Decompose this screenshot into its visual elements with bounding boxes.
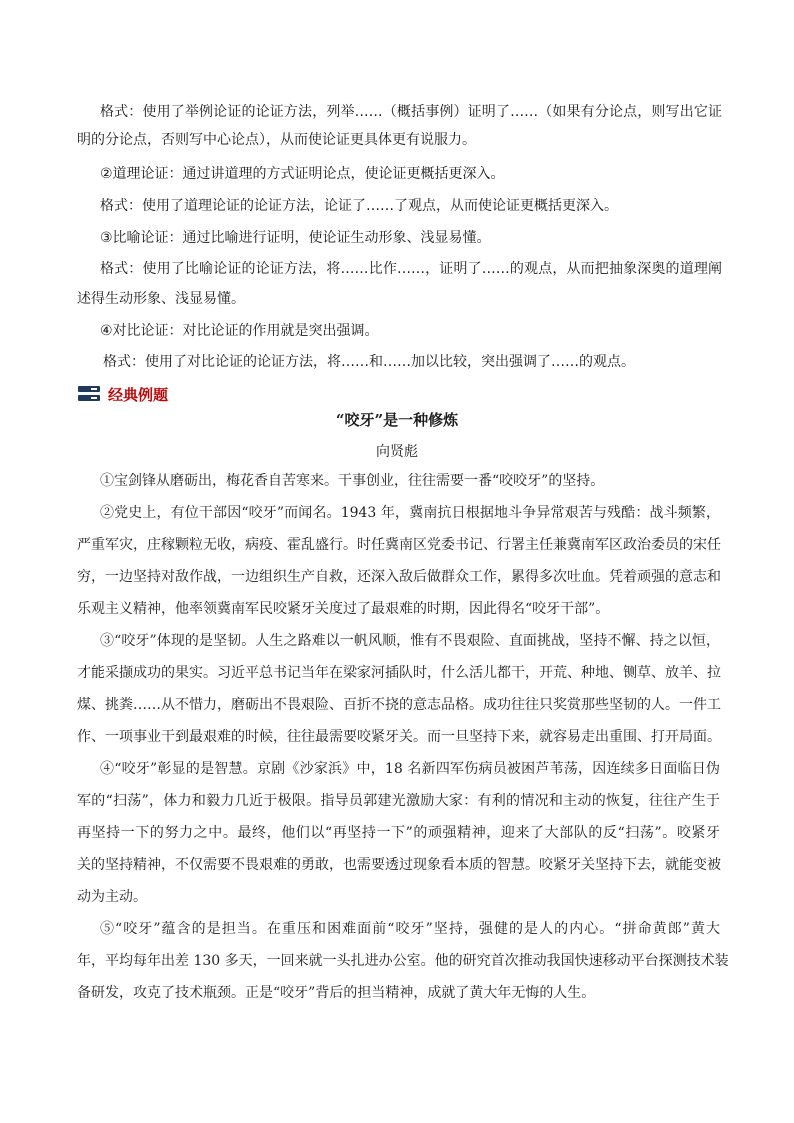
essay-line: 备研发，攻克了技术瓶颈。正是“咬牙”背后的担当精神，成就了黄大年无悔的人生。 (77, 985, 596, 1001)
method-line: 格式：使用了比喻论证的论证方法，将……比作……，证明了……的观点，从而把抽象深奥的道理阐 (100, 261, 722, 277)
essay-line: 穷，一边坚持对敌作战，一边组织生产自救，还深入敌后做群众工作，累得多次吐血。凭着顽强的意志和 (77, 569, 721, 585)
section-heading (78, 383, 168, 405)
method-line: 格式：使用了对比论证的论证方法，将……和……加以比较，突出强调了……的观点。 (103, 354, 635, 370)
essay-line: ②党史上，有位干部因“咬牙”而闻名。1943 年，冀南抗日根据地斗争异常艰苦与残酷：战斗频繁， (100, 505, 720, 521)
essay-line: 再坚持一下的努力之中。最终，他们以“再坚持一下”的顽强精神，迎来了大部队的反“扫荡”。咬紧牙 (77, 825, 720, 841)
essay-line: ①宝剑锋从磨砺出，梅花香自苦寒来。干事创业，往往需要一番“咬咬牙”的坚持。 (100, 473, 605, 489)
essay-line: 才能采撷成功的果实。习近平总书记当年在梁家河插队时，什么活儿都干，开荒、种地、铡草、放羊、拉 (77, 665, 721, 681)
essay-line: 乐观主义精神，他率领冀南军民咬紧牙关度过了最艰难的时期，因此得名“咬牙干部”。 (77, 601, 610, 617)
essay-line: 关的坚持精神，不仅需要不畏艰难的勇敢，也需要透过现象看本质的智慧。咬紧牙关坚持下去，就能变被 (77, 857, 721, 873)
method-line: 述得生动形象、浅显易懂。 (77, 291, 245, 307)
article-title: “咬牙”是一种修炼 (335, 411, 459, 429)
essay-line: 煤、挑粪……从不惜力，磨砺出不畏艰险、百折不挠的意志品格。成功往往只奖赏那些坚韧的人。一件工 (77, 697, 721, 713)
essay-line: ⑤“咬牙”蕴含的是担当。在重压和困难面前“咬牙”坚持，强健的是人的内心。“拼命黄郎”黄大 (100, 921, 720, 937)
stacked-book-icon (78, 386, 100, 402)
method-line: ③比喻论证：通过比喻进行证明，使论证生动形象、浅显易懂。 (100, 230, 491, 246)
essay-line: 年，平均每年出差 130 多天，一回来就一头扎进办公室。他的研究首次推动我国快速移动平台探测技术装 (77, 953, 729, 969)
method-line: ②道理论证：通过讲道理的方式证明论点，使论证更概括更深入。 (100, 166, 505, 182)
section-label: 经典例题 (108, 385, 169, 404)
essay-line: 动为主动。 (77, 889, 147, 905)
essay-line: 严重军灾，庄稼颗粒无收，病疫、霍乱盛行。时任冀南区党委书记、行署主任兼冀南军区政治委员的宋任 (77, 537, 721, 553)
method-line: 明的分论点，否则写中心论点），从而使论证更具体更有说服力。 (77, 132, 476, 148)
method-line: 格式：使用了道理论证的论证方法，论证了……了观点，从而使论证更概括更深入。 (100, 198, 618, 214)
essay-line: ④“咬牙”彰显的是智慧。京剧《沙家浜》中，18 名新四军伤病员被困芦苇荡，因连续多日面临日伪 (100, 761, 720, 777)
method-line: 格式：使用了举例论证的论证方法，列举……（概括事例）证明了……（如果有分论点，则写出它证 (100, 104, 722, 120)
essay-line: 作、一项事业干到最艰难的时候，往往最需要咬紧牙关。而一旦坚持下来，就容易走出重围、打开局面。 (77, 729, 721, 745)
article-author: 向贤彪 (376, 444, 418, 460)
essay-line: 军的“扫荡”，体力和毅力几近于极限。指导员郭建光激励大家：有利的情况和主动的恢复，往往产生于 (77, 793, 720, 809)
method-line: ④对比论证：对比论证的作用就是突出强调。 (100, 323, 379, 339)
essay-line: ③“咬牙”体现的是坚韧。人生之路难以一帆风顺，惟有不畏艰险、直面挑战，坚持不懈、持之以恒， (100, 633, 720, 649)
